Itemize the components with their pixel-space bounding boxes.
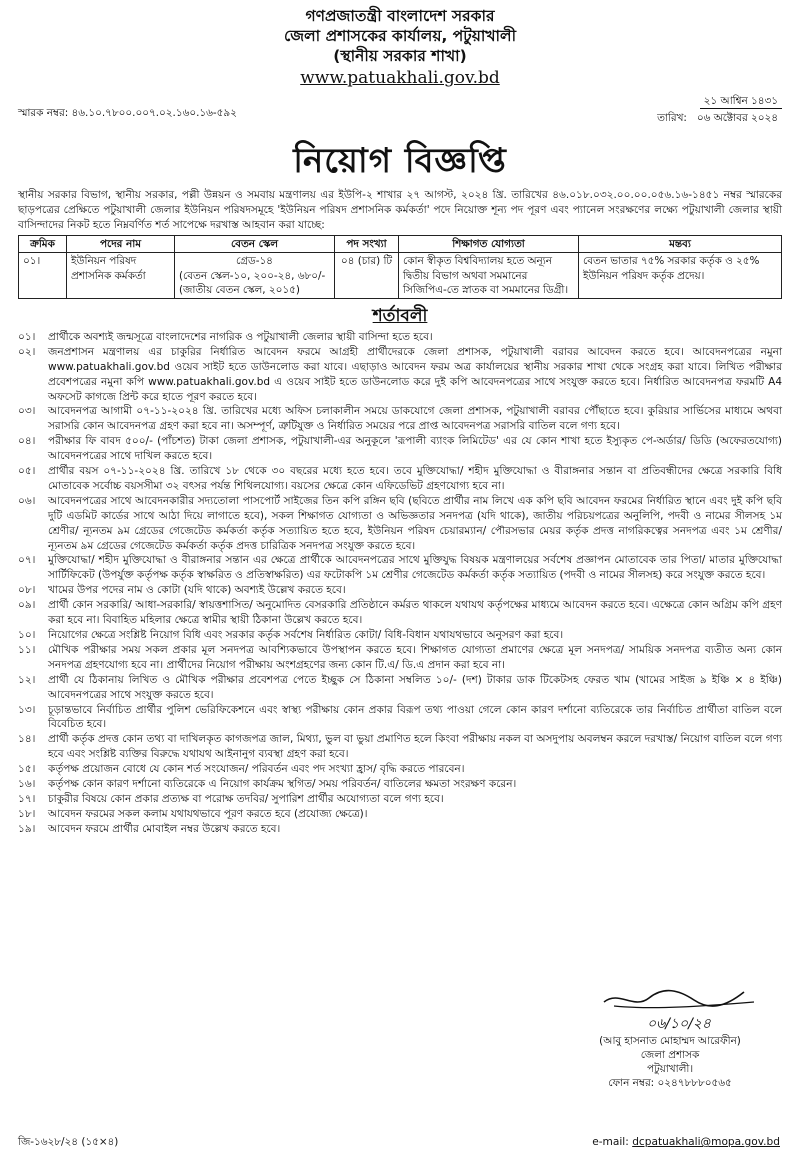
term-text: প্রার্থী কোন সরকারি/ আধা-সরকারি/ স্বায়ত্তশাসিত/ অনুমোদিত বেসরকারি প্রতিষ্ঠানে কর্মরত থাকলে যথাযথ কর্তৃপক্ষের মাধ্যমে আবেদন করতে হবে। এক্ষেত্রে কোন অগ্রিম কপি গ্রহণ করা হবে না। বিবাহিত মহিলার ক্ষেত্রে স্বামীর স্থায়ী ঠিকানা উল্লেখ করতে হবে। bbox=[48, 599, 782, 627]
term-number: ১১। bbox=[18, 643, 36, 656]
col-serial: ক্রমিক bbox=[19, 236, 67, 253]
term-number: ০৮। bbox=[18, 584, 36, 597]
term-text: কর্তৃপক্ষ কোন কারণ দর্শানো ব্যতিরেকে এ নিয়োগ কার্যক্রম স্থগিত/ সময় পরিবর্তন/ বাতিলের ক্ষমতা সংরক্ষণ করেন। bbox=[48, 778, 517, 791]
cell-post: ইউনিয়ন পরিষদ প্রশাসনিক কর্মকর্তা bbox=[67, 253, 175, 298]
date-bangla: ২১ আশ্বিন ১৪৩১ bbox=[700, 94, 782, 109]
col-qualification: শিক্ষাগত যোগ্যতা bbox=[399, 236, 579, 253]
list-item bbox=[18, 553, 782, 583]
signatory-phone: ফোন নম্বর: ০২৪৭৮৮৮০৫৬৫ bbox=[608, 1077, 732, 1090]
scale-range: (বেতন স্কেল-১০, ২০০-২৪, ৬৮০/- bbox=[179, 269, 326, 282]
letterhead bbox=[18, 0, 782, 92]
list-item bbox=[18, 345, 782, 405]
term-text: প্রার্থী যে ঠিকানায় লিখিত ও মৌখিক পরীক্ষার প্রবেশপত্র পেতে ইচ্ছুক সে ঠিকানা সম্বলিত ১০/- (দশ) টাকার ডাক টিকেটসহ ফেরত খাম (খামের সাইজ ৯ ইঞ্চি × ৪ ইঞ্চি) আবেদনপত্রের সাথে সংযুক্ত করতে হবে। bbox=[48, 673, 782, 701]
term-number: ০৯। bbox=[18, 599, 36, 612]
memo-date-row bbox=[18, 94, 782, 134]
list-item bbox=[18, 777, 782, 792]
branch-name: (স্থানীয় সরকার শাখা) bbox=[333, 47, 467, 66]
list-item bbox=[18, 464, 782, 494]
list-item bbox=[18, 792, 782, 807]
gov-name: গণপ্রজাতন্ত্রী বাংলাদেশ সরকার bbox=[305, 7, 495, 25]
term-text: কর্তৃপক্ষ প্রয়োজন বোধে যে কোন শর্ত সংযোজন/ পরিবর্তন এবং পদ সংখ্যা হ্রাস/ বৃদ্ধি করতে পারবেন। bbox=[48, 763, 465, 776]
term-text: খামের উপর পদের নাম ও কোটা (যদি থাকে) অবশ্যই উল্লেখ করতে হবে। bbox=[48, 584, 346, 597]
term-number: ১৮। bbox=[18, 807, 36, 820]
term-text: প্রার্থী কর্তৃক প্রদত্ত কোন তথ্য বা দাখিলকৃত কাগজপত্র জাল, মিথ্যা, ভুল বা ভুয়া প্রমাণিত হলে কিংবা পরীক্ষায় নকল বা অসদুপায় অবলম্বন করলে দরখাস্ত/ নিয়োগ বাতিল বলে গণ্য হবে এবং সংশ্লিষ্ট ব্যক্তির বিরুদ্ধে যথাযথ আইনানুগ ব্যবস্থা গ্রহণ করা হবে। bbox=[48, 733, 782, 761]
vacancy-table bbox=[18, 235, 782, 299]
term-number: ০১। bbox=[18, 330, 36, 343]
term-number: ১৫। bbox=[18, 763, 36, 776]
list-item bbox=[18, 583, 782, 598]
cell-count: ০৪ (চার) টি bbox=[335, 253, 399, 298]
term-text: প্রার্থীর বয়স ০৭-১১-২০২৪ খ্রি. তারিখে ১৮ থেকে ৩০ বছরের মধ্যে হতে হবে। তবে মুক্তিযোদ্ধা/ শহীদ মুক্তিযোদ্ধা ও বীরাঙ্গনার সন্তান বা প্রতিবন্ধীদের ক্ষেত্রে সরকারি বিধি মোতাবেক সর্বোচ্চ বয়সসীমা ৩২ বৎসর পর্যন্ত শিথিলযোগ্য। বয়সের ক্ষেত্রে কোন এফিডেভিট গ্রহণযোগ্য হবে না। bbox=[48, 465, 782, 492]
term-text: আবেদনপত্র আগামী ০৭-১১-২০২৪ খ্রি. তারিখের মধ্যে অফিস চলাকালীন সময়ে ডাকযোগে জেলা প্রশাসক, পটুয়াখালী বরাবর পৌঁছাতে হবে। কুরিয়ার সার্ভিসের মাধ্যমে অথবা সরাসরি কোন আবেদনপত্র গ্রহণ করা হবে না। অসম্পূর্ণ, ত্রুটিযুক্ত ও নির্ধারিত সময়ের পরে প্রাপ্ত আবেদনপত্র সরাসরি বাতিল বলে গণ্য হবে। bbox=[48, 405, 782, 433]
term-text: পরীক্ষার ফি বাবদ ৫০০/- (পাঁচশত) টাকা জেলা প্রশাসক, পটুয়াখালী-এর অনুকূলে 'রূপালী ব্যাংক লিমিটেড' এর যে কোন শাখা হতে ইস্যুকৃত পে-অর্ডার/ ডিডি (অফেরতযোগ্য) আবেদনপত্রের সাথে দাখিল করতে হবে। bbox=[48, 435, 782, 463]
email-link[interactable]: dcpatuakhali@mopa.gov.bd bbox=[632, 1136, 780, 1148]
list-item bbox=[18, 807, 782, 822]
cell-qualification: কোন স্বীকৃত বিশ্ববিদ্যালয় হতে অন্যূন দ্বিতীয় বিভাগ অথবা সমমানের সিজিপিএ-তে স্নাতক বা সমমানের ডিগ্রী। bbox=[399, 253, 579, 298]
cell-remarks: বেতন ভাতার ৭৫% সরকার কর্তৃক ও ২৫% ইউনিয়ন পরিষদ কর্তৃক প্রদেয়। bbox=[579, 253, 782, 298]
list-item bbox=[18, 822, 782, 837]
term-number: ০৫। bbox=[18, 465, 36, 478]
term-text: প্রার্থীকে অবশ্যই জন্মসূত্রে বাংলাদেশের নাগরিক ও পটুয়াখালী জেলার স্থায়ী বাসিন্দা হতে হবে। bbox=[48, 330, 433, 343]
cell-scale bbox=[175, 253, 335, 298]
col-scale: বেতন স্কেল bbox=[175, 236, 335, 253]
table-header-row bbox=[19, 236, 782, 253]
col-remarks: মন্তব্য bbox=[579, 236, 782, 253]
term-text: চাকুরীর বিষয়ে কোন প্রকার প্রত্যক্ষ বা পরোক্ষ তদবির/ সুপারিশ প্রার্থীর অযোগ্যতা বলে গণ্য হবে। bbox=[48, 792, 444, 805]
list-item bbox=[18, 762, 782, 777]
term-number: ১৩। bbox=[18, 703, 36, 716]
term-text: জনপ্রশাসন মন্ত্রণালয় এর চাকুরির নির্ধারিত আবেদন ফরমে আগ্রহী প্রার্থীদেরকে জেলা প্রশাসক, পটুয়াখালী বরাবর আবেদন করতে হবে। আবেদনপত্রের নমুনা www.patuakhali.gov.bd ওয়েব সাইট হতে ডাউনলোড করা যাবে। এছাড়াও আবেদন ফরম অত্র কার্যালয়ের স্থানীয় সরকার শাখা থেকে সংগ্রহ করা যাবে। লিখিত পরীক্ষার প্রবেশপত্রের নমুনা কপি www.patuakhali.gov.bd এ ওয়েব সাইট হতে ডাউনলোড করে দুই কপি আবেদনপত্রের সাথে সংযুক্ত করতে হবে। নির্ধারিত আবেদনপত্র ফরমটি A4 অফসেট কাগজে প্রিন্ট করে হাতে পূরণ করতে হবে। bbox=[48, 345, 782, 403]
term-text: আবেদন ফরমের সকল কলাম যথাযথভাবে পূরণ করতে হবে (প্রযোজ্য ক্ষেত্রে)। bbox=[48, 807, 368, 820]
term-number: ০২। bbox=[18, 345, 36, 358]
print-code: জি-১৬২৮/২৪ (১৫×৪) bbox=[18, 1136, 119, 1148]
list-item bbox=[18, 643, 782, 673]
scale-national: (জাতীয় বেতন স্কেল, ২০১৫) bbox=[179, 283, 300, 296]
signature-date: ০৬/১০/২৪ bbox=[646, 1016, 712, 1032]
date-english: ০৬ অক্টোবর ২০২৪ bbox=[696, 111, 778, 124]
date-block bbox=[657, 94, 782, 128]
term-number: ১৭। bbox=[18, 792, 36, 805]
notice-title: নিয়োগ বিজ্ঞপ্তি bbox=[293, 140, 507, 181]
term-number: ১৬। bbox=[18, 778, 36, 791]
term-text: মুক্তিযোদ্ধা/ শহীদ মুক্তিযোদ্ধা ও বীরাঙ্গনার সন্তান এর ক্ষেত্রে প্রার্থীকে আবেদনপত্রের সাথে মুক্তিযুদ্ধ বিষয়ক মন্ত্রণালয়ের সর্বশেষ প্রজ্ঞাপন মোতাবেক তার পিতা/ মাতার মুক্তিযোদ্ধা সার্টিফিকেট (উপর্যুক্ত কর্তৃপক্ষ কর্তৃক স্বাক্ষরিত ও প্রতিস্বাক্ষরিত) এর ফটোকপি ১ম শ্রেণীর গেজেটেড কর্মকর্তা কর্তৃক সত্যায়িত (পদবী ও নামের সীলসহ) করে সংযুক্ত করতে হবে। bbox=[48, 554, 782, 582]
email-line bbox=[592, 1135, 780, 1149]
cell-serial: ০১। bbox=[19, 253, 67, 298]
term-text: চূড়ান্তভাবে নির্বাচিত প্রার্থীর পুলিশ ভেরিফিকেশনে এবং স্বাস্থ্য পরীক্ষায় কোন প্রকার বিরূপ তথ্য পাওয়া গেলে কোন কারণ দর্শানো ব্যতিরেকে তার নির্বাচিত প্রার্থীতা বাতিল বলে বিবেচিত হবে। bbox=[48, 703, 782, 731]
intro-paragraph: স্থানীয় সরকার বিভাগ, স্থানীয় সরকার, পল্লী উন্নয়ন ও সমবায় মন্ত্রণালয় এর ইউপি-২ শাখার ২৭ আগস্ট, ২০২৪ খ্রি. তারিখের ৪৬.০১৮.০৩২.০০.০০.০৫৬.১৬-১৪৫১ নম্বর স্মারকের ছাড়পত্রের প্রেক্ষিতে পটুয়াখালী জেলার ইউনিয়ন পরিষদসমূহে 'ইউনিয়ন পরিষদ প্রশাসনিক কর্মকর্তা' পদে নিয়োক্ত শূন্য পদ পূরণ এবং প্যানেল সংরক্ষণের লক্ষ্যে পটুয়াখালী জেলার স্থায়ী বাসিন্দাদের নিকট হতে নিম্নবর্ণিত শর্ত সাপেক্ষে দরখাস্ত আহবান করা যাচ্ছে: bbox=[18, 189, 782, 231]
list-item bbox=[18, 434, 782, 464]
col-post: পদের নাম bbox=[67, 236, 175, 253]
term-text: আবেদন ফরমে প্রার্থীর মোবাইল নম্বর উল্লেখ করতে হবে। bbox=[48, 822, 281, 835]
office-name: জেলা প্রশাসকের কার্যালয়, পটুয়াখালী bbox=[283, 27, 517, 46]
term-number: ০৪। bbox=[18, 435, 36, 448]
list-item bbox=[18, 330, 782, 345]
date-label: তারিখ: bbox=[657, 111, 687, 124]
signatory-office: পটুয়াখালী। bbox=[646, 1063, 694, 1076]
table-row bbox=[19, 253, 782, 298]
memo-number: স্মারক নম্বর: ৪৬.১০.৭৮০০.০০৭.০২.১৬০.১৬-৫৯২ bbox=[18, 106, 237, 119]
list-item bbox=[18, 628, 782, 643]
term-text: নিয়োগের ক্ষেত্রে সংশ্লিষ্ট নিয়োগ বিধি এবং সরকার কর্তৃক সর্বশেষ নির্ধারিত কোটা/ বিধি-বিধান যথাযথভাবে অনুসরণ করা হবে। bbox=[48, 629, 564, 642]
terms-heading: শর্তাবলী bbox=[372, 305, 428, 326]
term-number: ১০। bbox=[18, 629, 36, 642]
term-number: ১৪। bbox=[18, 733, 36, 746]
list-item bbox=[18, 703, 782, 733]
term-number: ১৯। bbox=[18, 822, 36, 835]
term-number: ০৩। bbox=[18, 405, 36, 418]
term-number: ০৬। bbox=[18, 494, 36, 507]
signatory-designation: জেলা প্রশাসক bbox=[640, 1049, 700, 1062]
term-number: ০৭। bbox=[18, 554, 36, 567]
list-item bbox=[18, 598, 782, 628]
term-number: ১২। bbox=[18, 673, 36, 686]
scale-grade: গ্রেড-১৪ bbox=[236, 255, 273, 268]
terms-list bbox=[18, 330, 782, 837]
list-item bbox=[18, 494, 782, 554]
signatory-name: (আবু হাসনাত মোহাম্মদ আরেফীন) bbox=[599, 1035, 741, 1047]
website-link[interactable]: www.patuakhali.gov.bd bbox=[300, 68, 500, 89]
list-item bbox=[18, 673, 782, 703]
term-text: আবেদনপত্রের সাথে আবেদনকারীর সদ্যতোলা পাসপোর্ট সাইজের তিন কপি রঙ্গিন ছবি (ছবিতে প্রার্থীর নাম লিখে এক কপি ছবি আবেদন ফরমের নির্ধারিত স্থানে এবং দুই কপি ছবি দুটি এডমিট কার্ডের সাথে আঠা দিয়ে লাগাতে হবে), সকল শিক্ষাগত যোগ্যতা ও অভিজ্ঞতার সনদপত্র (যদি থাকে), জাতীয় পরিচয়পত্রের অনুলিপি, পদবী ও নামের সীলসহ ১ম শ্রেণীর/ ন্যূনতম ৯ম গ্রেডের গেজেটেড কর্মকর্তা কর্তৃক সত্যায়িত হতে হবে, ইউনিয়ন পরিষদ চেয়ারম্যান/ পৌরসভার মেয়র কর্তৃক প্রদত্ত নাগরিকত্বের সনদপত্র এবং ১ম শ্রেণীর/ ন্যূনতম ৯ম গ্রেডের গেজেটেড কর্মকর্তা কর্তৃক প্রদত্ত চারিত্রিক সনদপত্র সংযুক্ত করতে হবে। bbox=[48, 494, 782, 552]
col-count: পদ সংখ্যা bbox=[335, 236, 399, 253]
list-item bbox=[18, 732, 782, 762]
list-item bbox=[18, 404, 782, 434]
signature-mark bbox=[594, 980, 764, 1035]
term-text: মৌখিক পরীক্ষার সময় সকল প্রকার মূল সনদপত্র আবশ্যিকভাবে উপস্থাপন করতে হবে। শিক্ষাগত যোগ্যতা প্রমাণের ক্ষেত্রে মূল সনদপত্র/ সাময়িক সনদপত্র ব্যতীত অন্য কোন সনদপত্র গ্রহণযোগ্য হবে না। প্রার্থীদের নিয়োগ পরীক্ষায় অংশগ্রহণের জন্য কোন টি.এ/ ডি.এ প্রদান করা হবে না। bbox=[48, 643, 782, 671]
email-label: e-mail: bbox=[592, 1136, 629, 1148]
signatory-block bbox=[560, 1034, 780, 1090]
